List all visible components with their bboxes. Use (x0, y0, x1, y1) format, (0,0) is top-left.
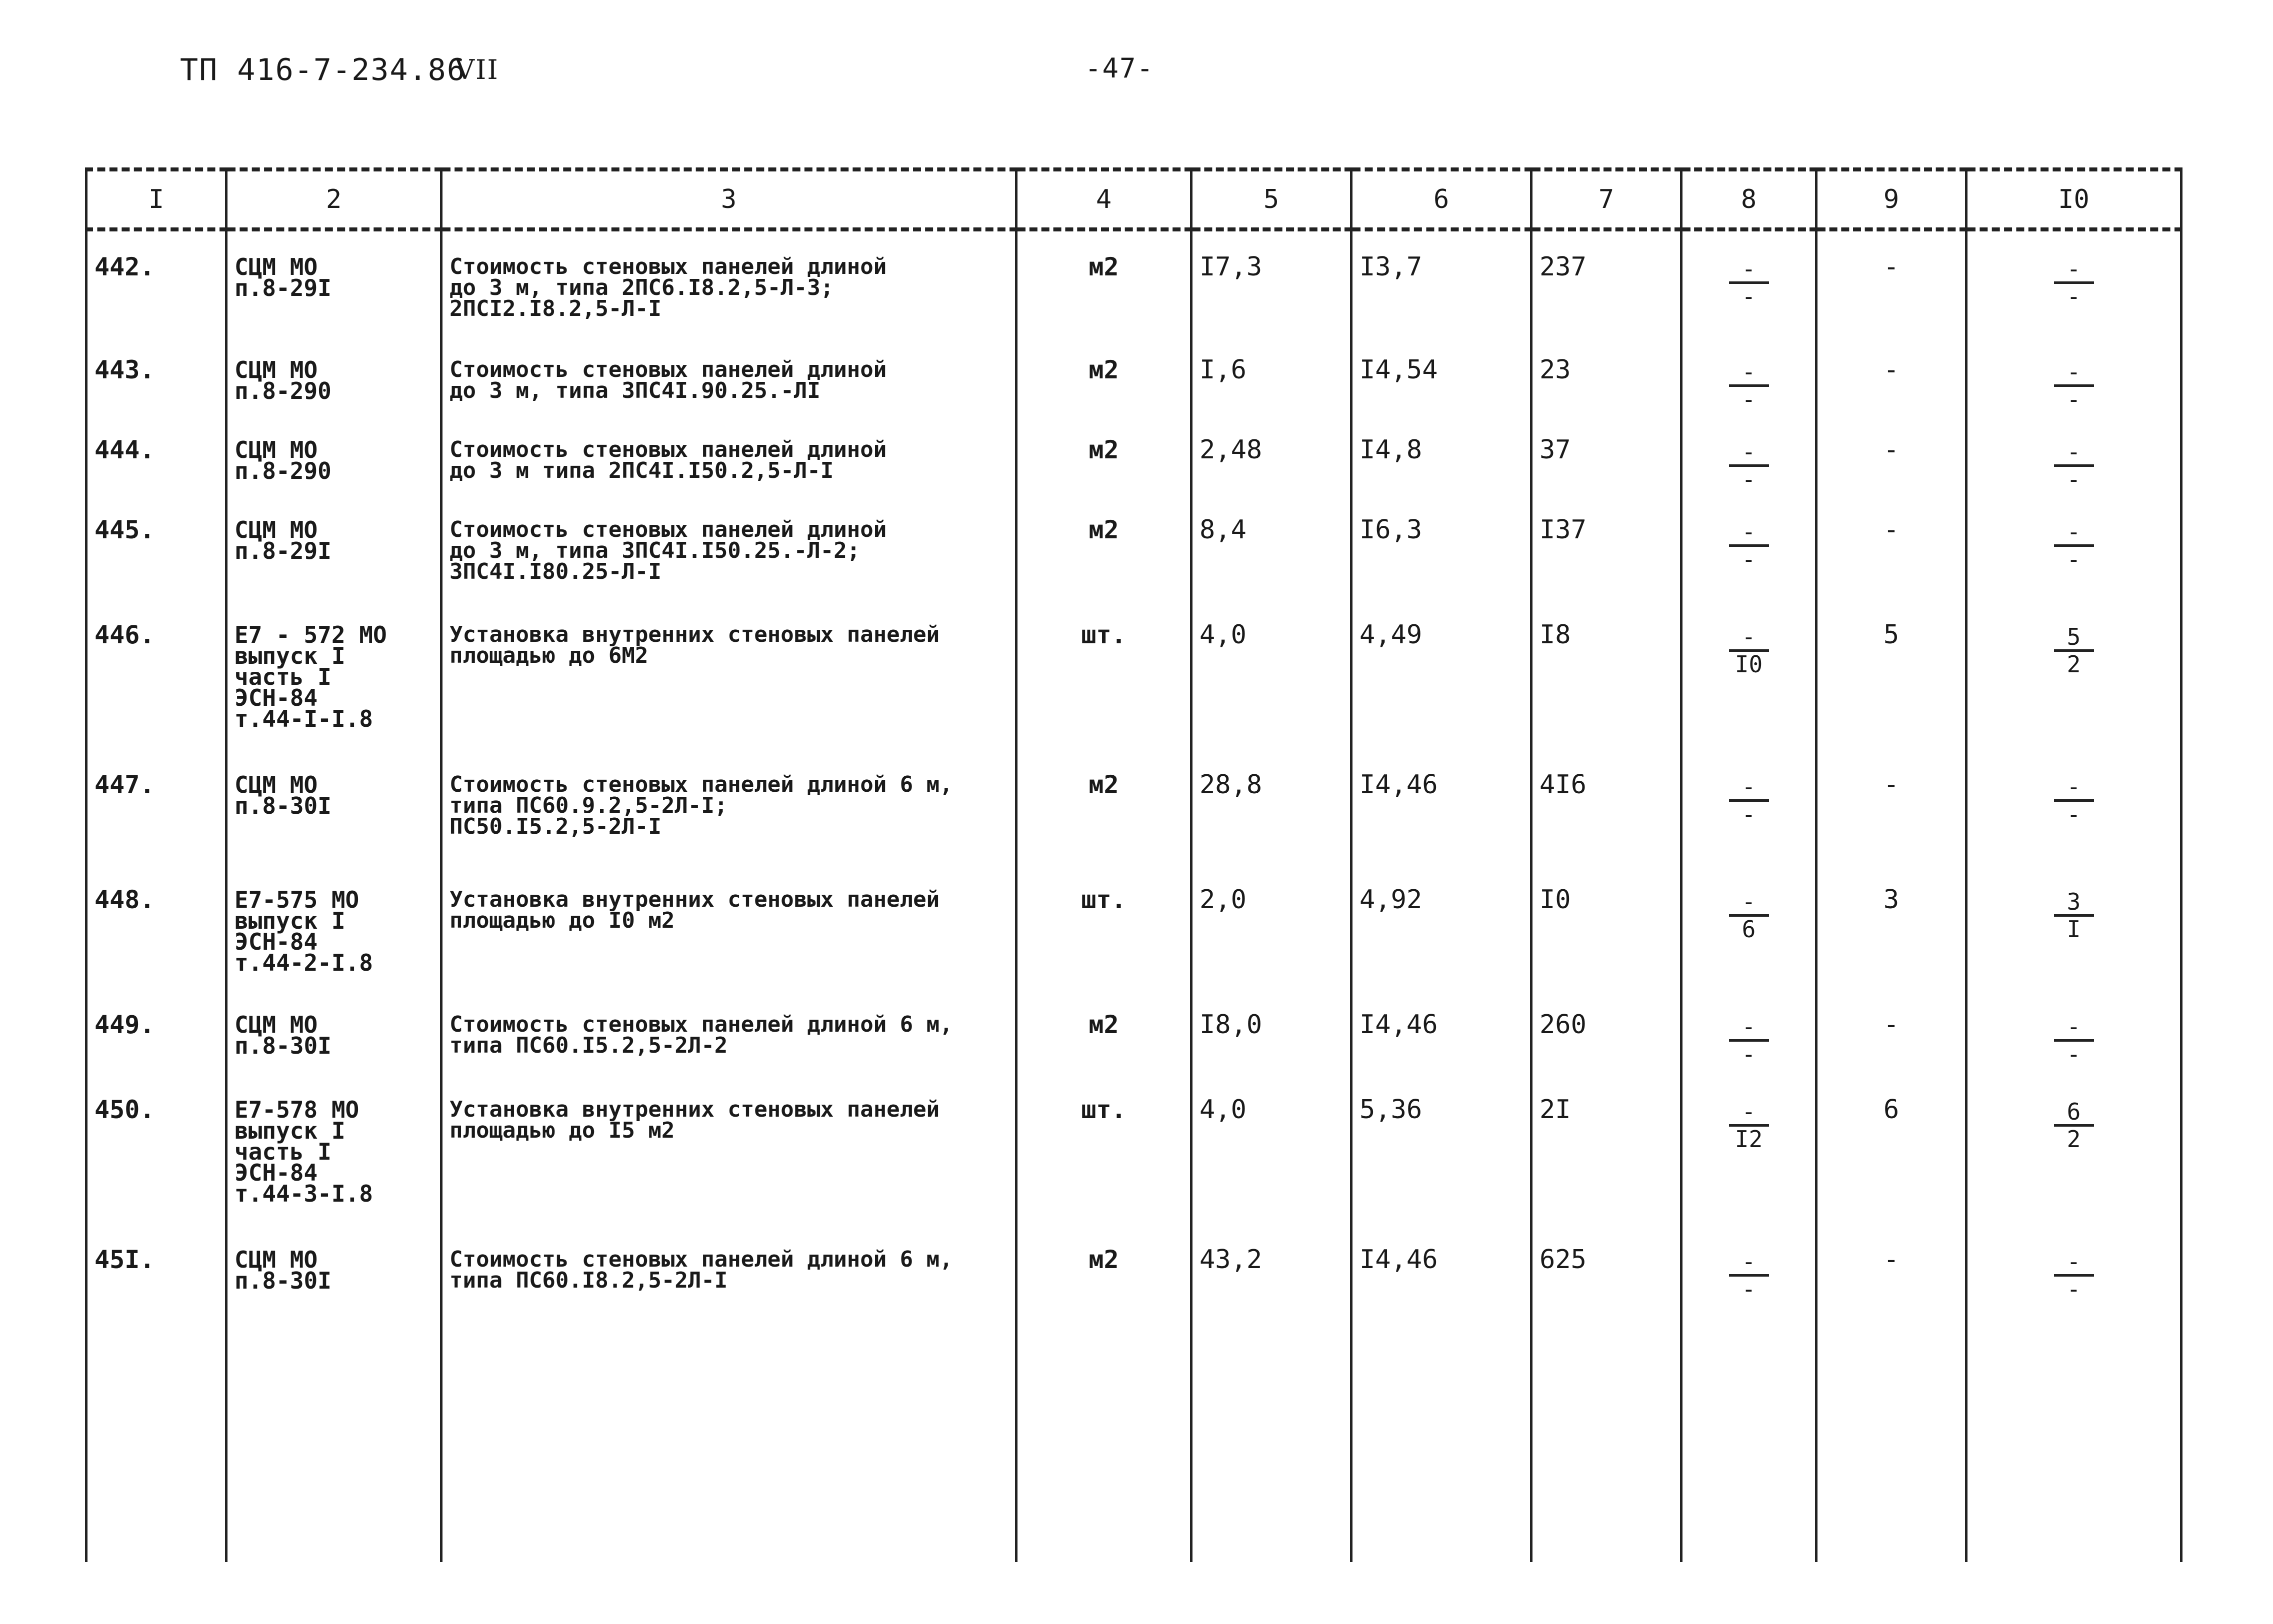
fraction-denominator: 2 (2066, 1126, 2081, 1153)
column-header: 5 (1192, 169, 1352, 229)
work-description (442, 749, 1016, 864)
work-description (442, 989, 1016, 1074)
code-line: ЭСН-84 (234, 684, 318, 711)
total-cost: 2I (1532, 1074, 1682, 1224)
unit-price: I4,46 (1352, 989, 1532, 1074)
col10-fraction (1966, 989, 2182, 1074)
unit-price: I3,7 (1352, 229, 1532, 334)
table-row (86, 989, 2182, 1074)
fraction (2054, 256, 2094, 309)
unit: шт. (1016, 1074, 1192, 1224)
fraction (1729, 439, 1769, 492)
code-line: п.8-30I (234, 1032, 332, 1059)
col8-fraction (1682, 599, 1816, 749)
unit-price: I4,46 (1352, 749, 1532, 864)
unit-price: 4,92 (1352, 864, 1532, 989)
desc-line: Стоимость стеновых панелей длиной (450, 437, 887, 462)
rate-code (226, 864, 442, 989)
row-number: 45I. (86, 1224, 226, 1354)
column-header: 7 (1532, 169, 1682, 229)
table-row (86, 229, 2182, 334)
desc-line: Установка внутренних стеновых панелей (450, 1097, 940, 1122)
col9-value: - (1816, 229, 1966, 334)
unit-price: I4,46 (1352, 1224, 1532, 1354)
code-line: п.8-29I (234, 274, 332, 301)
fraction-numerator: - (1729, 1014, 1769, 1042)
fraction-numerator: - (2054, 1249, 2094, 1277)
desc-line: Стоимость стеновых панелей длиной (450, 254, 887, 279)
desc-line: Установка внутренних стеновых панелей (450, 887, 940, 912)
fraction-denominator: 6 (1742, 916, 1756, 943)
fraction-numerator: - (1729, 774, 1769, 802)
fraction-denominator: - (1742, 546, 1756, 573)
desc-line: Установка внутренних стеновых панелей (450, 622, 940, 647)
fraction-denominator: - (1742, 283, 1756, 310)
work-description (442, 494, 1016, 599)
total-cost: I37 (1532, 494, 1682, 599)
fraction (2054, 519, 2094, 572)
col9-value: - (1816, 494, 1966, 599)
fraction (1729, 359, 1769, 412)
desc-line: Стоимость стеновых панелей длиной 6 м, (450, 1012, 953, 1037)
row-number: 448. (86, 864, 226, 989)
code-line: т.44-I-I.8 (234, 705, 373, 732)
column-header: 9 (1816, 169, 1966, 229)
table-row (86, 749, 2182, 864)
fraction-numerator: 3 (2054, 889, 2094, 917)
rate-code (226, 1074, 442, 1224)
fraction-denominator: - (2066, 466, 2081, 493)
rate-code (226, 334, 442, 414)
total-cost: 37 (1532, 414, 1682, 494)
table-row (86, 494, 2182, 599)
fraction (2054, 1099, 2094, 1152)
col10-fraction (1966, 334, 2182, 414)
empty-cell (1682, 1354, 1816, 1562)
desc-line: площадью до I5 м2 (450, 1118, 675, 1143)
code-line: СЦМ МО (234, 356, 318, 383)
code-line: ЭСН-84 (234, 928, 318, 955)
fraction-denominator: - (1742, 801, 1756, 828)
code-line: СЦМ МО (234, 516, 318, 543)
quantity: 2,48 (1192, 414, 1352, 494)
estimate-table (85, 167, 2182, 1562)
col10-fraction (1966, 229, 2182, 334)
unit-price: I4,8 (1352, 414, 1532, 494)
code-line: часть I (234, 1138, 332, 1165)
fraction-denominator: - (2066, 386, 2081, 413)
fraction-denominator: - (1742, 1276, 1756, 1303)
unit-price: 5,36 (1352, 1074, 1532, 1224)
desc-line: до 3 м, типа 3ПС4I.I50.25.-Л-2; (450, 538, 860, 563)
code-line: ЭСН-84 (234, 1159, 318, 1186)
col10-fraction (1966, 599, 2182, 749)
desc-line: 2ПСI2.I8.2,5-Л-I (450, 296, 662, 321)
fraction-numerator: - (2054, 439, 2094, 467)
column-header: I (86, 169, 226, 229)
code-line: Е7-575 МО (234, 886, 360, 913)
desc-line: ПС50.I5.2,5-2Л-I (450, 814, 662, 839)
fraction-denominator: - (1742, 466, 1756, 493)
empty-cell (86, 1354, 226, 1562)
empty-cell (442, 1354, 1016, 1562)
unit: шт. (1016, 599, 1192, 749)
table-row (86, 334, 2182, 414)
code-line: Е7-578 МО (234, 1096, 360, 1123)
code-line: т.44-2-I.8 (234, 949, 373, 976)
code-line: часть I (234, 663, 332, 690)
unit: м2 (1016, 494, 1192, 599)
col8-fraction (1682, 749, 1816, 864)
total-cost: 260 (1532, 989, 1682, 1074)
column-header: 3 (442, 169, 1016, 229)
fraction-denominator: - (2066, 546, 2081, 573)
code-line: п.8-29I (234, 537, 332, 564)
total-cost: I0 (1532, 864, 1682, 989)
document-code: ТП 416-7-234.86 (180, 52, 466, 87)
code-line: СЦМ МО (234, 1011, 318, 1038)
fraction-numerator: 5 (2054, 624, 2094, 652)
desc-line: Стоимость стеновых панелей длиной (450, 517, 887, 542)
fraction-denominator: I2 (1734, 1126, 1763, 1153)
desc-line: 3ПС4I.I80.25-Л-I (450, 559, 662, 584)
rate-code (226, 494, 442, 599)
fraction-numerator: - (1729, 256, 1769, 284)
fraction-numerator: - (2054, 359, 2094, 387)
unit: м2 (1016, 989, 1192, 1074)
desc-line: типа ПС60.I5.2,5-2Л-2 (450, 1033, 728, 1058)
quantity: I7,3 (1192, 229, 1352, 334)
unit: м2 (1016, 229, 1192, 334)
fraction-numerator: - (1729, 1099, 1769, 1127)
col10-fraction (1966, 494, 2182, 599)
filler-row (86, 1354, 2182, 1562)
rate-code (226, 229, 442, 334)
fraction (2054, 889, 2094, 942)
fraction-numerator: - (1729, 519, 1769, 547)
desc-line: Стоимость стеновых панелей длиной (450, 357, 887, 382)
table-row (86, 599, 2182, 749)
row-number: 444. (86, 414, 226, 494)
work-description (442, 414, 1016, 494)
unit: м2 (1016, 334, 1192, 414)
code-line: п.8-30I (234, 792, 332, 819)
col9-value: - (1816, 749, 1966, 864)
quantity: I8,0 (1192, 989, 1352, 1074)
table-row (86, 864, 2182, 989)
fraction (1729, 889, 1769, 942)
rate-code (226, 989, 442, 1074)
unit: м2 (1016, 414, 1192, 494)
fraction-denominator: - (2066, 1041, 2081, 1068)
desc-line: площадью до I0 м2 (450, 908, 675, 933)
col9-value: - (1816, 414, 1966, 494)
work-description (442, 864, 1016, 989)
col10-fraction (1966, 749, 2182, 864)
fraction (1729, 624, 1769, 677)
code-line: СЦМ МО (234, 436, 318, 463)
desc-line: до 3 м типа 2ПС4I.I50.2,5-Л-I (450, 458, 834, 483)
col10-fraction (1966, 1224, 2182, 1354)
unit: м2 (1016, 1224, 1192, 1354)
col9-value: 6 (1816, 1074, 1966, 1224)
unit-price: I6,3 (1352, 494, 1532, 599)
fraction-denominator: - (2066, 1276, 2081, 1303)
col8-fraction (1682, 229, 1816, 334)
fraction-numerator: - (1729, 1249, 1769, 1277)
code-line: выпуск I (234, 907, 346, 934)
column-header: 4 (1016, 169, 1192, 229)
rate-code (226, 1224, 442, 1354)
code-line: п.8-290 (234, 457, 332, 484)
fraction-denominator: I (2066, 916, 2081, 943)
fraction-numerator: - (1729, 624, 1769, 652)
code-line: СЦМ МО (234, 253, 318, 280)
code-line: п.8-30I (234, 1267, 332, 1294)
table-row (86, 1074, 2182, 1224)
code-line: выпуск I (234, 642, 346, 669)
unit: м2 (1016, 749, 1192, 864)
col9-value: - (1816, 1224, 1966, 1354)
fraction (1729, 1249, 1769, 1302)
col9-value: - (1816, 989, 1966, 1074)
total-cost: 237 (1532, 229, 1682, 334)
work-description (442, 229, 1016, 334)
empty-cell (226, 1354, 442, 1562)
column-header: 2 (226, 169, 442, 229)
desc-line: типа ПС60.I8.2,5-2Л-I (450, 1268, 728, 1293)
empty-cell (1352, 1354, 1532, 1562)
fraction (2054, 624, 2094, 677)
fraction-denominator: - (1742, 1041, 1756, 1068)
work-description (442, 1074, 1016, 1224)
code-line: СЦМ МО (234, 1246, 318, 1273)
fraction-denominator: - (1742, 386, 1756, 413)
fraction (2054, 439, 2094, 492)
quantity: 43,2 (1192, 1224, 1352, 1354)
rate-code (226, 599, 442, 749)
col8-fraction (1682, 1224, 1816, 1354)
table-row (86, 414, 2182, 494)
column-header-row (86, 169, 2182, 229)
code-line: СЦМ МО (234, 771, 318, 798)
fraction-numerator: - (1729, 889, 1769, 917)
total-cost: 4I6 (1532, 749, 1682, 864)
empty-cell (1532, 1354, 1682, 1562)
total-cost: 23 (1532, 334, 1682, 414)
row-number: 445. (86, 494, 226, 599)
row-number: 450. (86, 1074, 226, 1224)
empty-cell (1816, 1354, 1966, 1562)
fraction-numerator: - (2054, 1014, 2094, 1042)
fraction-numerator: - (1729, 439, 1769, 467)
unit-price: 4,49 (1352, 599, 1532, 749)
quantity: 28,8 (1192, 749, 1352, 864)
fraction (1729, 256, 1769, 309)
row-number: 449. (86, 989, 226, 1074)
fraction-denominator: - (2066, 801, 2081, 828)
fraction (1729, 1014, 1769, 1067)
col8-fraction (1682, 334, 1816, 414)
fraction-numerator: - (2054, 774, 2094, 802)
row-number: 443. (86, 334, 226, 414)
code-line: т.44-3-I.8 (234, 1180, 373, 1207)
fraction (1729, 1099, 1769, 1152)
col10-fraction (1966, 1074, 2182, 1224)
fraction-denominator: 2 (2066, 651, 2081, 678)
desc-line: типа ПС60.9.2,5-2Л-I; (450, 793, 728, 818)
col8-fraction (1682, 1074, 1816, 1224)
fraction-numerator: - (2054, 256, 2094, 284)
col8-fraction (1682, 414, 1816, 494)
col8-fraction (1682, 494, 1816, 599)
work-description (442, 599, 1016, 749)
unit-price: I4,54 (1352, 334, 1532, 414)
page-number: -47- (1085, 52, 1154, 84)
col8-fraction (1682, 989, 1816, 1074)
fraction (2054, 1249, 2094, 1302)
desc-line: до 3 м, типа 3ПС4I.90.25.-ЛI (450, 378, 820, 403)
column-header: 6 (1352, 169, 1532, 229)
empty-cell (1016, 1354, 1192, 1562)
quantity: 2,0 (1192, 864, 1352, 989)
fraction-numerator: 6 (2054, 1099, 2094, 1127)
empty-cell (1966, 1354, 2182, 1562)
quantity: 4,0 (1192, 1074, 1352, 1224)
rate-code (226, 749, 442, 864)
desc-line: площадью до 6М2 (450, 643, 648, 668)
code-line: п.8-290 (234, 377, 332, 404)
col8-fraction (1682, 864, 1816, 989)
desc-line: Стоимость стеновых панелей длиной 6 м, (450, 1247, 953, 1272)
table-body (86, 229, 2182, 1562)
fraction (2054, 1014, 2094, 1067)
row-number: 442. (86, 229, 226, 334)
row-number: 446. (86, 599, 226, 749)
quantity: I,6 (1192, 334, 1352, 414)
row-number: 447. (86, 749, 226, 864)
fraction (2054, 359, 2094, 412)
code-line: Е7 - 572 МО (234, 621, 387, 648)
total-cost: 625 (1532, 1224, 1682, 1354)
table-row (86, 1224, 2182, 1354)
col10-fraction (1966, 864, 2182, 989)
fraction (1729, 774, 1769, 827)
desc-line: до 3 м, типа 2ПС6.I8.2,5-Л-3; (450, 275, 834, 300)
work-description (442, 334, 1016, 414)
sheet-number: VII (455, 54, 499, 85)
code-line: выпуск I (234, 1117, 346, 1144)
col9-value: - (1816, 334, 1966, 414)
col9-value: 3 (1816, 864, 1966, 989)
unit: шт. (1016, 864, 1192, 989)
column-header: I0 (1966, 169, 2182, 229)
quantity: 8,4 (1192, 494, 1352, 599)
fraction-denominator: I0 (1734, 651, 1763, 678)
col9-value: 5 (1816, 599, 1966, 749)
quantity: 4,0 (1192, 599, 1352, 749)
fraction (1729, 519, 1769, 572)
column-header: 8 (1682, 169, 1816, 229)
fraction (2054, 774, 2094, 827)
fraction-numerator: - (2054, 519, 2094, 547)
empty-cell (1192, 1354, 1352, 1562)
col10-fraction (1966, 414, 2182, 494)
fraction-numerator: - (1729, 359, 1769, 387)
fraction-denominator: - (2066, 283, 2081, 310)
work-description (442, 1224, 1016, 1354)
total-cost: I8 (1532, 599, 1682, 749)
desc-line: Стоимость стеновых панелей длиной 6 м, (450, 772, 953, 797)
rate-code (226, 414, 442, 494)
